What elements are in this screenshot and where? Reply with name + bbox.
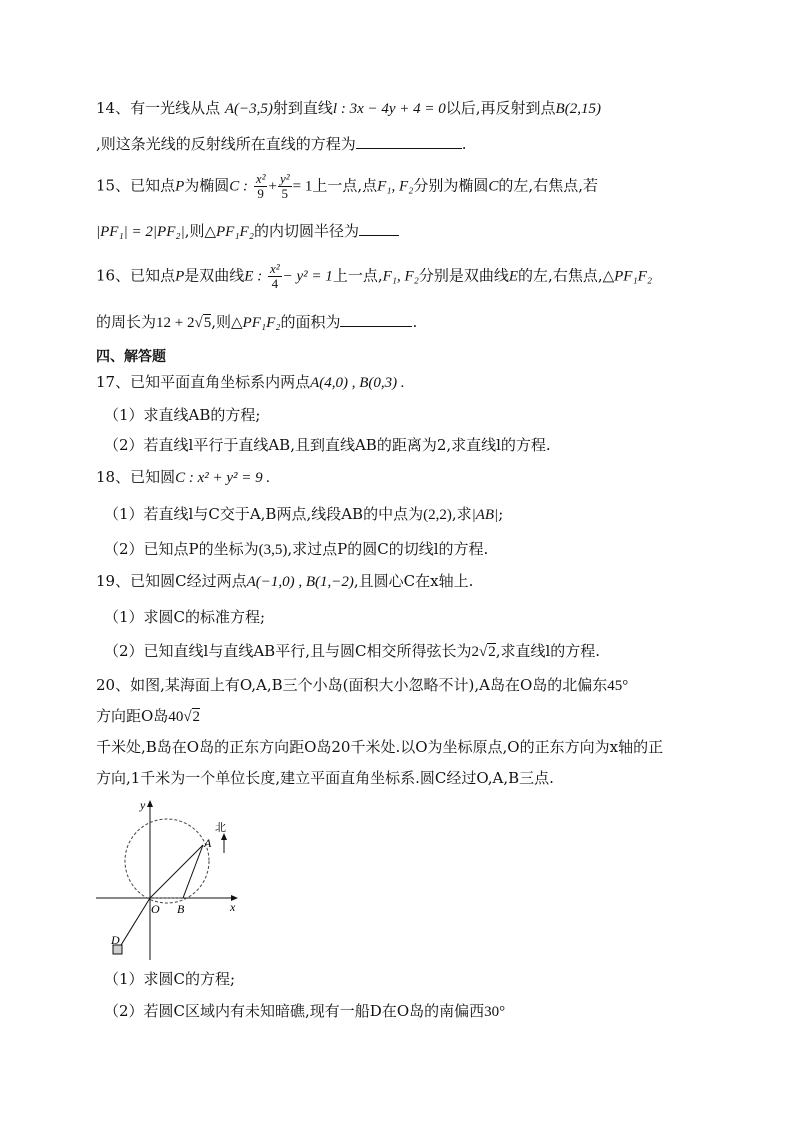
q14-line2: ,则这条光线的反射线所在直线的方程为 . <box>96 135 467 153</box>
q19-part2: （2）已知直线l与直线AB平行,且与圆C相交所得弦长为2√2,求直线l的方程. <box>104 642 601 660</box>
q20-line2: 方向距O岛40√2 <box>96 707 201 725</box>
q15-text: 分别为椭圆 <box>413 176 489 195</box>
label-x: x <box>230 900 236 914</box>
q15-question-text: 的内切圆半径为 <box>253 222 359 240</box>
q19-text: （2）已知直线l与直线AB平行,且与圆C相交所得弦长为 <box>104 642 472 660</box>
q16-text: 分别是双曲线 <box>418 266 509 285</box>
q16-text: 的周长为 <box>96 313 157 331</box>
q16-triangle: PF₁F₂ <box>614 268 653 285</box>
q15-ellipse-name: C : <box>229 178 249 195</box>
label-b: B <box>177 902 185 916</box>
sqrt-sign: √ <box>194 315 203 331</box>
label-a: A <box>204 836 212 850</box>
q15-equals: = 1 <box>292 178 313 195</box>
y-axis-arrow-icon <box>147 800 153 807</box>
q18-text: （2）已知点P的坐标为 <box>104 540 259 558</box>
q20-angle: 30° <box>484 1004 506 1020</box>
q14-text: 14、有一光线从点 <box>96 99 225 117</box>
segment-ba <box>183 845 203 898</box>
q19-text: ,求直线l的方程. <box>495 642 601 660</box>
q14-line-equation: l : 3x − 4y + 4 = 0 <box>332 101 446 117</box>
q14-line1 <box>96 97 601 120</box>
section-heading: 四、解答题 <box>96 349 166 365</box>
q18-circle-equation: C : x² + y² = 9 . <box>175 470 271 486</box>
q14-text: 射到直线 <box>272 99 333 117</box>
sqrt-sign: √ <box>478 644 488 660</box>
q15-triangle: PF₁F₂ <box>216 224 254 240</box>
q19-stem <box>96 570 473 593</box>
q18-part2 <box>104 538 488 561</box>
q19-text: 19、已知圆C经过两点 <box>96 572 247 590</box>
q16-equation: − y² = 1 <box>282 268 333 285</box>
q14-text: 以后,再反射到点 <box>445 99 556 117</box>
q16-text: 16、已知点 <box>96 266 176 285</box>
segment-oa <box>150 845 203 898</box>
q16-text: 上一点, <box>332 266 383 285</box>
q20-line3: 千米处,B岛在O岛的正东方向距O岛20千米处.以O为坐标原点,O的正东方向为x轴的正 <box>96 738 664 756</box>
q15-text: 上一点,点 <box>312 176 378 195</box>
q16-foci: F₁, F₂ <box>382 268 419 285</box>
q16-var: E <box>508 268 519 285</box>
q16-fraction-x: $\frac{\text{x²}}{4}$ <box>269 261 280 291</box>
q16-perimeter: 12 + 2 <box>156 315 195 331</box>
q15-fraction-y: $\frac{\text{y²}}{5}$ <box>279 171 290 201</box>
label-o: O <box>151 902 160 916</box>
q20-text: 方向距O岛 <box>96 707 169 725</box>
q16-text: 的左,右焦点,△ <box>518 266 615 285</box>
sqrt-radicand: 2 <box>488 644 496 660</box>
q16-line2: 的周长为12 + 2√5,则△PF₁F₂的面积为 . <box>96 313 418 331</box>
q16-hyperbola-name: E : <box>244 268 263 285</box>
answer-blank <box>359 221 399 236</box>
q20-angle: 45° <box>607 678 629 694</box>
q15-var: C <box>488 178 499 195</box>
q20-text: 20、如图,某海面上有O,A,B三个小岛(面积大小忽略不计),A岛在O岛的北偏东 <box>96 676 608 694</box>
answer-blank <box>340 312 412 327</box>
q15-foci: F₁, F₂ <box>377 178 414 195</box>
q18-midpoint: (2,2) <box>423 507 452 523</box>
q20-line4: 方向,1千米为一个单位长度,建立平面直角坐标系.圆C经过O,A,B三点. <box>96 769 554 787</box>
q15-fraction-x: $\frac{\text{x²}}{9}$ <box>255 171 266 201</box>
q16-text: ,则△ <box>211 313 243 331</box>
q18-text: （1）若直线l与C交于A,B两点,线段AB的中点为 <box>104 505 424 523</box>
q18-chord-length: |AB| <box>471 507 499 523</box>
q17-points: A(4,0) , B(0,3) . <box>310 375 405 391</box>
q17-stem <box>96 371 405 394</box>
q14-question-text: ,则这条光线的反射线所在直线的方程为 <box>96 135 356 153</box>
label-y: y <box>140 798 146 812</box>
north-arrowhead-icon <box>221 833 227 840</box>
q20-text: （2）若圆C区域内有未知暗礁,现有一船D在O岛的南偏西 <box>104 1002 485 1020</box>
q15-text: 为椭圆 <box>184 176 230 195</box>
q15-line1: 15、已知点P为椭圆C : $\frac{\text{x²}}{9}$ + $\frac{\text{y²}}{5}$ = 1上一点,点F₁, F₂分别为椭圆C的左,右焦点,若 <box>96 171 598 201</box>
q20-line1 <box>96 674 628 697</box>
q16-question-text: 的面积为 <box>280 313 341 331</box>
q19-points: A(−1,0) , B(1,−2) <box>246 574 354 590</box>
q16-triangle: PF₁F₂ <box>242 315 281 331</box>
q20-part1: （1）求圆C的方程; <box>104 970 236 988</box>
q18-point-p: (3,5) <box>258 542 288 558</box>
q15-text: ,则△ <box>184 222 217 240</box>
circle-c <box>125 819 209 903</box>
q15-text: 15、已知点 <box>96 176 176 195</box>
q15-var: P <box>175 178 185 195</box>
sqrt-sign: √ <box>183 709 192 725</box>
sqrt-radicand: 5 <box>203 315 212 331</box>
label-d: D <box>111 933 120 947</box>
answer-blank <box>356 134 462 149</box>
q16-var: P <box>175 268 185 285</box>
q18-text: ,求过点P的圆C的切线l的方程. <box>287 540 489 558</box>
q16-line1 <box>96 262 652 291</box>
q15-text: 的左,右焦点,若 <box>498 176 598 195</box>
q15-condition: |PF₁| = 2|PF₂| <box>96 224 185 240</box>
q16-text: 是双曲线 <box>184 266 245 285</box>
q17-part1: （1）求直线AB的方程; <box>104 406 261 424</box>
q17-part2: （2）若直线l平行于直线AB,且到直线AB的距离为2,求直线l的方程. <box>104 436 551 454</box>
sqrt-radicand: 2 <box>192 709 201 725</box>
q20-figure <box>90 795 250 965</box>
label-north: 北 <box>215 821 226 834</box>
q19-part1: （1）求圆C的标准方程; <box>104 608 266 626</box>
q14-point-a: A(−3,5) <box>224 101 273 117</box>
q14-point-b: B(2,15) <box>555 101 601 117</box>
q19-text: ,且圆心C在x轴上. <box>353 572 474 590</box>
q20-part2 <box>104 1000 505 1023</box>
q17-text: 17、已知平面直角坐标系内两点 <box>96 373 311 391</box>
q18-stem <box>96 466 270 489</box>
q18-text: ,求 <box>451 505 472 523</box>
q15-line2 <box>96 220 399 243</box>
segment-od <box>118 898 150 950</box>
q18-part1: （1）若直线l与C交于A,B两点,线段AB的中点为(2,2),求|AB|; <box>104 505 504 523</box>
q18-text: 18、已知圆 <box>96 468 176 486</box>
